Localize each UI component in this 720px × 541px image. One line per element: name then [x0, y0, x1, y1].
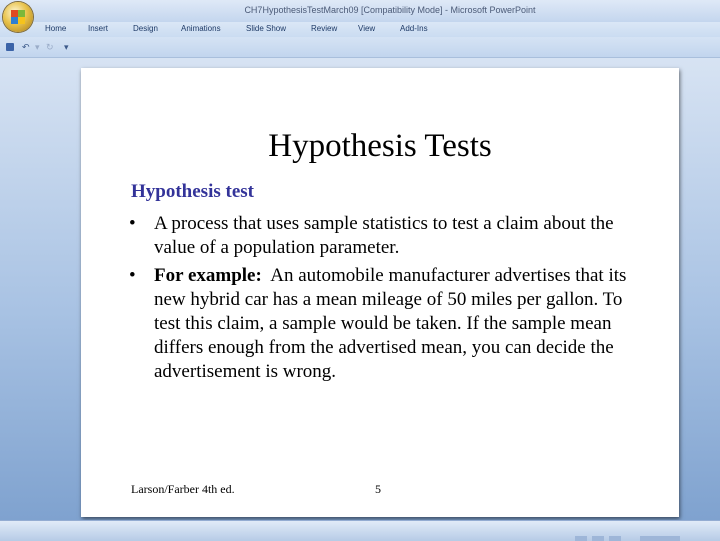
window-title: CH7HypothesisTestMarch09 [Compatibility Mode] - Microsoft PowerPoint	[244, 5, 536, 15]
slide-footer: Larson/Farber 4th ed.	[131, 482, 235, 496]
office-logo-segment	[18, 17, 25, 24]
bullet-marker: •	[129, 265, 136, 286]
bullet-body: An automobile manufacturer advertises that its new hybrid car has a mean mileage of 50 miles per gallon. To test this claim, a sample would be taken. If the sample mean differs enough from the advertised mean, you can decide the advertisement is wrong.	[154, 265, 627, 382]
bullet-body: A process that uses sample statistics to test a claim about the value of a population parameter.	[154, 213, 614, 258]
slide-show-view-icon[interactable]	[609, 536, 621, 541]
ribbon-tabs	[0, 22, 720, 37]
slide-number: 5	[375, 482, 381, 496]
save-icon[interactable]	[6, 43, 14, 51]
tab-design[interactable]: Design	[133, 24, 158, 33]
bullet-bold-lead: For example:	[154, 265, 262, 286]
office-logo-segment	[11, 17, 18, 24]
tab-review[interactable]: Review	[311, 24, 338, 33]
office-button[interactable]	[3, 2, 33, 32]
customize-icon[interactable]: ▾	[64, 42, 69, 52]
office-logo-segment	[18, 10, 25, 17]
title-bar	[0, 0, 720, 22]
tab-slide-show[interactable]: Slide Show	[246, 24, 287, 33]
slide-canvas[interactable]	[81, 68, 679, 517]
tab-insert[interactable]: Insert	[88, 24, 109, 33]
normal-view-icon[interactable]	[575, 536, 587, 541]
undo-dropdown-icon[interactable]: ▾	[35, 42, 40, 52]
bullet-text	[154, 212, 632, 260]
quick-access-toolbar	[0, 37, 720, 58]
tab-animations[interactable]: Animations	[181, 24, 221, 33]
office-logo-icon	[11, 10, 18, 17]
slide-subheading[interactable]: Hypothesis test	[131, 181, 254, 202]
zoom-slider[interactable]	[640, 536, 680, 541]
status-bar	[0, 520, 720, 541]
slide-title[interactable]: Hypothesis Tests	[268, 128, 492, 164]
tab-add-ins[interactable]: Add-Ins	[400, 24, 428, 33]
redo-icon[interactable]: ↻	[46, 42, 54, 52]
bullet-marker: •	[129, 213, 136, 234]
slide-sorter-icon[interactable]	[592, 536, 604, 541]
tab-home[interactable]: Home	[45, 24, 67, 33]
undo-icon[interactable]: ↶	[22, 42, 30, 52]
tab-view[interactable]: View	[358, 24, 376, 33]
bullet-text	[154, 264, 632, 384]
